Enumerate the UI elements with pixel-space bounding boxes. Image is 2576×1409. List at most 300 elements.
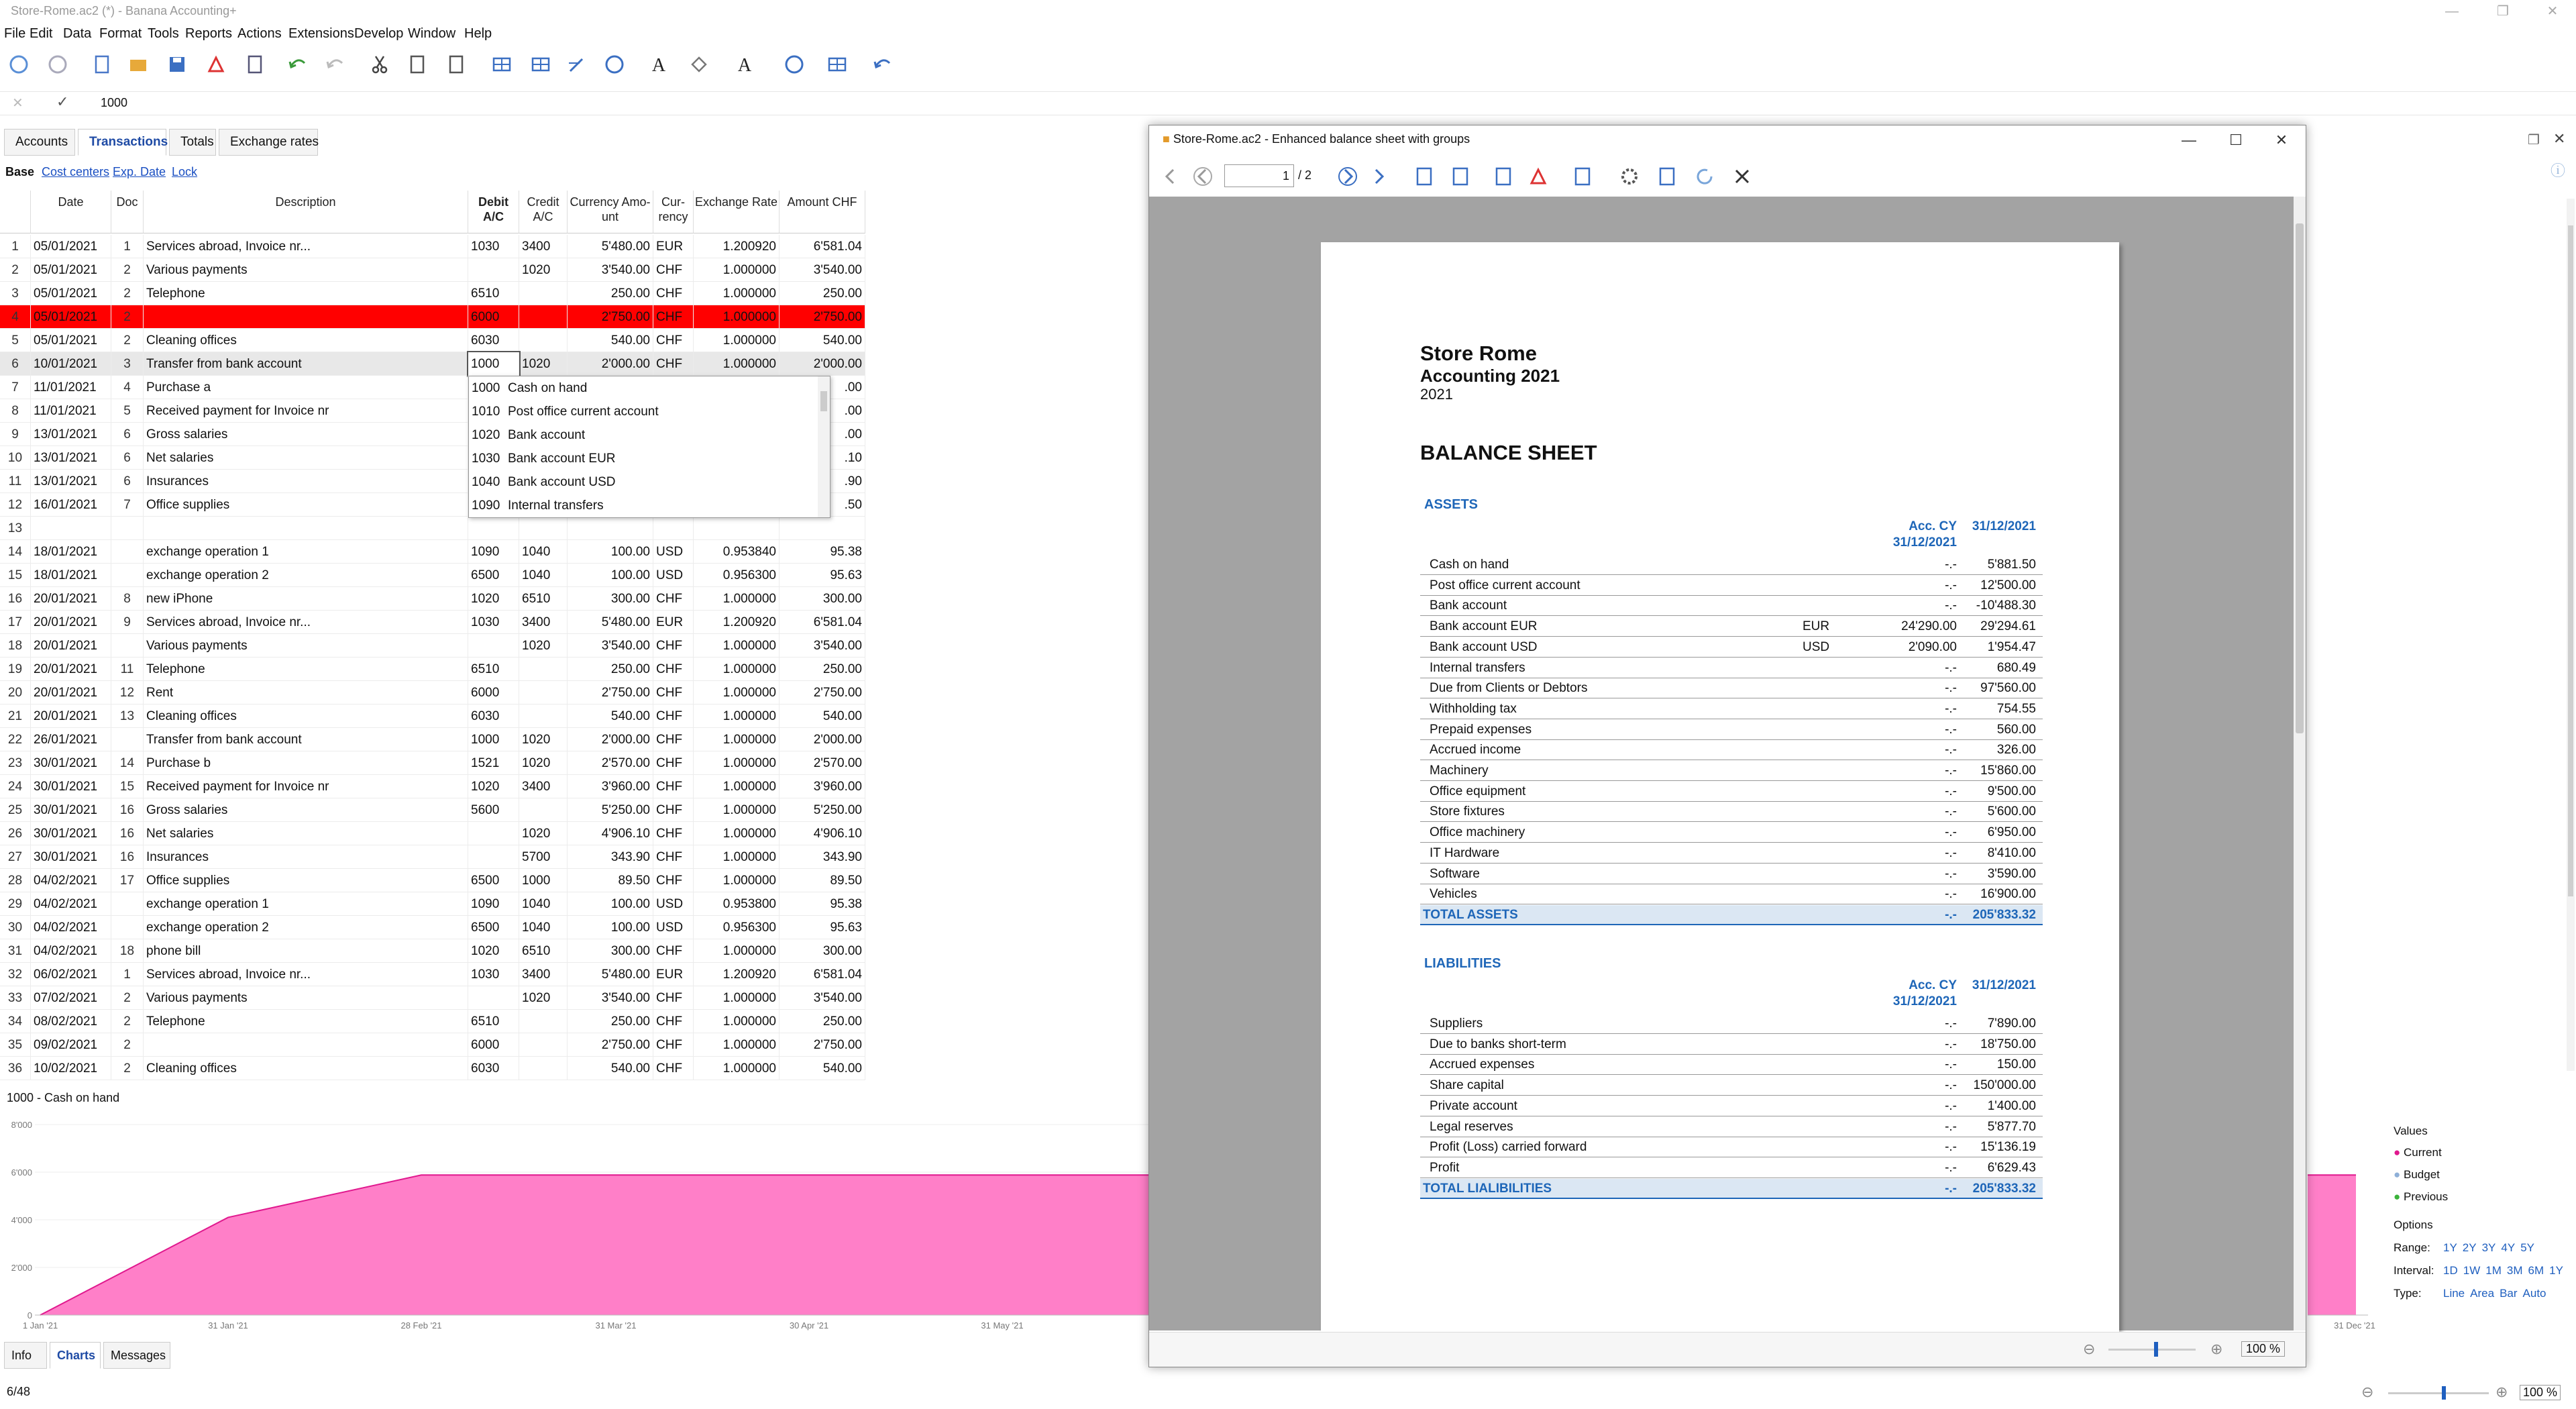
type-option-line[interactable]: Line [2443, 1287, 2465, 1300]
cell-doc[interactable]: 1 [111, 235, 144, 258]
cell-credit[interactable]: 1000 [519, 869, 568, 892]
cell-rate[interactable]: 1.000000 [694, 986, 780, 1010]
cell-credit[interactable]: 6510 [519, 939, 568, 963]
cell-date[interactable]: 04/02/2021 [31, 916, 111, 939]
cell-credit[interactable] [519, 1010, 568, 1033]
cell-cur[interactable]: CHF [653, 775, 694, 798]
cell-doc[interactable] [111, 564, 144, 587]
cell-debit[interactable] [468, 845, 519, 869]
bottom-tab-messages[interactable]: Messages [103, 1342, 170, 1369]
dropdown-item[interactable] [469, 470, 818, 494]
cell-desc[interactable]: Office supplies [144, 493, 468, 517]
interval-option-6m[interactable]: 6M [2528, 1264, 2544, 1277]
preview-zoom-out-icon[interactable]: ⊖ [2083, 1341, 2096, 1357]
fill-color-icon[interactable] [686, 51, 712, 78]
cell-cur[interactable]: CHF [653, 845, 694, 869]
cell-amt[interactable]: 540.00 [568, 329, 653, 352]
cell-edit-input[interactable]: 1000 [101, 96, 128, 109]
zoom-out-icon[interactable]: ⊖ [2361, 1384, 2374, 1400]
cell-chf[interactable]: .50 [780, 493, 865, 517]
header-cur[interactable]: Cur-rency [653, 191, 694, 233]
recalculate-icon[interactable] [601, 51, 628, 78]
cell-rate[interactable]: 1.000000 [694, 798, 780, 822]
cell-rate[interactable]: 0.953800 [694, 892, 780, 916]
table-row[interactable] [0, 329, 865, 352]
cell-debit[interactable]: 6510 [468, 658, 519, 681]
cell-date[interactable]: 26/01/2021 [31, 728, 111, 751]
cell-cur[interactable]: USD [653, 540, 694, 564]
font-icon[interactable] [645, 51, 672, 78]
header-doc[interactable]: Doc [111, 191, 144, 233]
zoom-slider-thumb[interactable] [2442, 1386, 2446, 1400]
dropdown-item[interactable] [469, 447, 818, 470]
cell-credit[interactable] [519, 1057, 568, 1080]
cell-desc[interactable]: exchange operation 2 [144, 916, 468, 939]
cell-desc[interactable]: exchange operation 2 [144, 564, 468, 587]
cell-date[interactable]: 04/02/2021 [31, 892, 111, 916]
cell-credit[interactable] [519, 681, 568, 704]
cell-date[interactable]: 05/01/2021 [31, 235, 111, 258]
cell-doc[interactable]: 5 [111, 399, 144, 423]
cell-rate[interactable]: 1.000000 [694, 728, 780, 751]
cell-credit[interactable]: 1040 [519, 916, 568, 939]
cell-chf[interactable] [780, 517, 865, 540]
first-page-icon[interactable] [1157, 163, 1184, 190]
cell-amt[interactable]: 540.00 [568, 1057, 653, 1080]
cell-date[interactable]: 20/01/2021 [31, 681, 111, 704]
table-row[interactable] [0, 916, 865, 939]
cell-date[interactable]: 11/01/2021 [31, 376, 111, 399]
tab-exchange-rates[interactable]: Exchange rates [219, 129, 318, 156]
legend-item[interactable] [2394, 1146, 2442, 1159]
cell-rate[interactable]: 1.000000 [694, 282, 780, 305]
header-rate[interactable]: Exchange Rate [694, 191, 780, 233]
cell-doc[interactable]: 2 [111, 986, 144, 1010]
preview-zoom-in-icon[interactable]: ⊕ [2210, 1341, 2223, 1357]
cell-cur[interactable]: CHF [653, 352, 694, 376]
menu-reports[interactable]: Reports [185, 26, 233, 41]
last-page-icon[interactable] [1365, 163, 1392, 190]
cell-desc[interactable]: Various payments [144, 986, 468, 1010]
table-row[interactable] [0, 963, 865, 986]
cell-chf[interactable]: 95.63 [780, 916, 865, 939]
next-page-icon[interactable] [1334, 163, 1361, 190]
cell-credit[interactable]: 1020 [519, 728, 568, 751]
cell-debit[interactable]: 1030 [468, 235, 519, 258]
layout-icon[interactable] [824, 51, 851, 78]
cell-credit[interactable] [519, 305, 568, 329]
cell-desc[interactable]: Purchase a [144, 376, 468, 399]
cell-chf[interactable]: 250.00 [780, 658, 865, 681]
cell-chf[interactable]: 4'906.10 [780, 822, 865, 845]
cell-date[interactable]: 04/02/2021 [31, 869, 111, 892]
cell-amt[interactable]: 100.00 [568, 540, 653, 564]
cell-chf[interactable]: 540.00 [780, 329, 865, 352]
cell-doc[interactable] [111, 517, 144, 540]
cell-date[interactable]: 30/01/2021 [31, 798, 111, 822]
copy-icon[interactable] [404, 51, 431, 78]
cell-date[interactable]: 18/01/2021 [31, 540, 111, 564]
pdf-export-icon[interactable] [1525, 163, 1552, 190]
cell-amt[interactable]: 3'960.00 [568, 775, 653, 798]
cell-amt[interactable]: 5'480.00 [568, 963, 653, 986]
cell-credit[interactable]: 3400 [519, 775, 568, 798]
cell-amt[interactable]: 2'000.00 [568, 728, 653, 751]
cell-debit[interactable]: 1020 [468, 587, 519, 611]
cell-chf[interactable]: 2'750.00 [780, 681, 865, 704]
cell-doc[interactable]: 17 [111, 869, 144, 892]
preview-vscroll-thumb[interactable] [2296, 223, 2304, 733]
cell-date[interactable]: 20/01/2021 [31, 658, 111, 681]
range-option-5y[interactable]: 5Y [2520, 1241, 2534, 1254]
cell-credit[interactable]: 3400 [519, 963, 568, 986]
cell-amt[interactable]: 2'750.00 [568, 681, 653, 704]
cell-debit[interactable]: 6030 [468, 1057, 519, 1080]
cancel-edit-icon[interactable]: ✕ [12, 96, 23, 111]
menu-extensions[interactable]: Extensions [288, 26, 354, 41]
cell-chf[interactable]: 300.00 [780, 939, 865, 963]
cell-credit[interactable]: 3400 [519, 235, 568, 258]
cell-cur[interactable]: CHF [653, 869, 694, 892]
cell-cur[interactable]: EUR [653, 235, 694, 258]
cell-date[interactable]: 07/02/2021 [31, 986, 111, 1010]
cell-doc[interactable]: 2 [111, 1010, 144, 1033]
table-row[interactable] [0, 892, 865, 916]
table-row[interactable] [0, 751, 865, 775]
cell-chf[interactable]: 540.00 [780, 704, 865, 728]
cell-rate[interactable]: 1.000000 [694, 704, 780, 728]
cell-chf[interactable]: 3'540.00 [780, 634, 865, 658]
cell-cur[interactable]: CHF [653, 587, 694, 611]
cell-date[interactable]: 10/02/2021 [31, 1057, 111, 1080]
menu-actions[interactable]: Actions [237, 26, 282, 41]
interval-option-1w[interactable]: 1W [2463, 1264, 2481, 1277]
cell-debit[interactable] [468, 258, 519, 282]
cell-chf[interactable]: 300.00 [780, 587, 865, 611]
copy-page-icon[interactable] [1569, 163, 1596, 190]
table-row[interactable] [0, 822, 865, 845]
cell-rate[interactable]: 1.000000 [694, 681, 780, 704]
cell-credit[interactable]: 1020 [519, 822, 568, 845]
cell-rate[interactable]: 1.200920 [694, 235, 780, 258]
cell-doc[interactable]: 2 [111, 305, 144, 329]
fit-width-icon[interactable] [1447, 163, 1474, 190]
cell-chf[interactable]: 6'581.04 [780, 963, 865, 986]
cell-desc[interactable]: Cleaning offices [144, 1057, 468, 1080]
cell-doc[interactable] [111, 916, 144, 939]
header-rownum[interactable] [0, 191, 31, 233]
cell-debit[interactable]: 6510 [468, 282, 519, 305]
menu-format[interactable]: Format [99, 26, 142, 41]
preview-vscrollbar[interactable] [2294, 197, 2306, 1330]
cell-cur[interactable]: CHF [653, 986, 694, 1010]
cell-desc[interactable]: Telephone [144, 658, 468, 681]
cell-desc[interactable] [144, 305, 468, 329]
cell-chf[interactable]: .00 [780, 376, 865, 399]
range-option-2y[interactable]: 2Y [2462, 1241, 2477, 1254]
menu-data[interactable]: Data [63, 26, 92, 41]
pdf-icon[interactable] [203, 51, 229, 78]
cell-amt[interactable]: 3'540.00 [568, 258, 653, 282]
legend-item[interactable] [2394, 1168, 2440, 1182]
cell-cur[interactable]: CHF [653, 939, 694, 963]
table-row[interactable] [0, 634, 865, 658]
cell-cur[interactable]: CHF [653, 798, 694, 822]
paste-icon[interactable] [443, 51, 470, 78]
cell-chf[interactable]: 250.00 [780, 1010, 865, 1033]
dropdown-item[interactable] [469, 423, 818, 447]
view-lock[interactable]: Lock [172, 165, 198, 178]
cell-amt[interactable]: 2'750.00 [568, 305, 653, 329]
menu-tools[interactable]: Tools [148, 26, 179, 41]
cell-amt[interactable]: 250.00 [568, 1010, 653, 1033]
cell-date[interactable]: 13/01/2021 [31, 470, 111, 493]
cell-rate[interactable]: 0.956300 [694, 916, 780, 939]
table-row[interactable] [0, 1010, 865, 1033]
main-vscrollbar[interactable] [2567, 199, 2575, 1071]
cell-cur[interactable]: CHF [653, 681, 694, 704]
cell-doc[interactable] [111, 728, 144, 751]
cell-desc[interactable]: Gross salaries [144, 423, 468, 446]
cell-doc[interactable]: 11 [111, 658, 144, 681]
cell-rate[interactable]: 1.000000 [694, 352, 780, 376]
table-row[interactable] [0, 845, 865, 869]
cell-debit[interactable]: 1000 [468, 352, 519, 376]
cell-debit[interactable]: 6000 [468, 305, 519, 329]
preview-close-icon[interactable]: ✕ [2275, 132, 2288, 148]
table-row[interactable] [0, 704, 865, 728]
type-option-bar[interactable]: Bar [2500, 1287, 2518, 1300]
cell-cur[interactable]: CHF [653, 658, 694, 681]
text-color-icon[interactable] [731, 51, 758, 78]
cell-cur[interactable]: EUR [653, 963, 694, 986]
cell-debit[interactable]: 1000 [468, 728, 519, 751]
cell-doc[interactable]: 2 [111, 258, 144, 282]
cell-credit[interactable]: 6510 [519, 587, 568, 611]
cell-cur[interactable]: CHF [653, 1010, 694, 1033]
cell-desc[interactable]: Office supplies [144, 869, 468, 892]
cell-desc[interactable]: Services abroad, Invoice nr... [144, 235, 468, 258]
cell-amt[interactable]: 250.00 [568, 658, 653, 681]
menu-file[interactable]: File [4, 26, 26, 41]
cell-desc[interactable]: Telephone [144, 282, 468, 305]
cell-chf[interactable]: .00 [780, 399, 865, 423]
interval-option-1m[interactable]: 1M [2485, 1264, 2502, 1277]
cell-chf[interactable]: 89.50 [780, 869, 865, 892]
cell-desc[interactable]: exchange operation 1 [144, 892, 468, 916]
dropdown-item[interactable] [469, 494, 818, 517]
cell-desc[interactable]: phone bill [144, 939, 468, 963]
cell-credit[interactable] [519, 1033, 568, 1057]
cell-rate[interactable]: 0.956300 [694, 564, 780, 587]
cell-doc[interactable]: 6 [111, 470, 144, 493]
cell-desc[interactable]: Net salaries [144, 446, 468, 470]
cell-credit[interactable]: 1040 [519, 564, 568, 587]
table-row[interactable] [0, 258, 865, 282]
table-row[interactable] [0, 1057, 865, 1080]
cell-debit[interactable]: 6500 [468, 869, 519, 892]
cell-chf[interactable]: 3'540.00 [780, 258, 865, 282]
bottom-tab-charts[interactable]: Charts [50, 1342, 101, 1369]
view-cost-centers[interactable]: Cost centers [42, 165, 110, 178]
table-row[interactable] [0, 352, 865, 376]
cell-desc[interactable]: Received payment for Invoice nr [144, 775, 468, 798]
cell-desc[interactable]: Insurances [144, 470, 468, 493]
cell-desc[interactable]: Rent [144, 681, 468, 704]
cell-debit[interactable] [468, 634, 519, 658]
cell-desc[interactable]: new iPhone [144, 587, 468, 611]
cell-doc[interactable]: 18 [111, 939, 144, 963]
interval-option-3m[interactable]: 3M [2506, 1264, 2523, 1277]
menu-window[interactable]: Window [408, 26, 456, 41]
cell-chf[interactable]: .10 [780, 446, 865, 470]
cell-desc[interactable]: Telephone [144, 1010, 468, 1033]
cell-amt[interactable]: 100.00 [568, 916, 653, 939]
cell-doc[interactable]: 13 [111, 704, 144, 728]
cell-credit[interactable] [519, 282, 568, 305]
cell-rate[interactable]: 1.200920 [694, 611, 780, 634]
cell-rate[interactable]: 1.000000 [694, 258, 780, 282]
dropdown-item[interactable] [469, 400, 818, 423]
cell-date[interactable]: 05/01/2021 [31, 258, 111, 282]
cell-debit[interactable]: 1020 [468, 775, 519, 798]
cell-debit[interactable]: 1090 [468, 892, 519, 916]
cell-desc[interactable]: Various payments [144, 258, 468, 282]
table-row[interactable] [0, 798, 865, 822]
close-preview-icon[interactable] [1729, 163, 1756, 190]
cell-cur[interactable]: CHF [653, 282, 694, 305]
fit-page-icon[interactable] [1411, 163, 1438, 190]
table-row[interactable] [0, 869, 865, 892]
cell-date[interactable]: 04/02/2021 [31, 939, 111, 963]
cell-rate[interactable]: 1.200920 [694, 963, 780, 986]
cell-debit[interactable] [468, 822, 519, 845]
cell-rate[interactable]: 1.000000 [694, 1033, 780, 1057]
cell-date[interactable]: 11/01/2021 [31, 399, 111, 423]
cell-amt[interactable]: 250.00 [568, 282, 653, 305]
cell-doc[interactable]: 14 [111, 751, 144, 775]
cell-amt[interactable]: 300.00 [568, 587, 653, 611]
preview-minimize-icon[interactable]: — [2182, 132, 2196, 148]
cell-amt[interactable]: 343.90 [568, 845, 653, 869]
find-icon[interactable] [781, 51, 808, 78]
tab-totals[interactable]: Totals [169, 129, 216, 156]
cell-debit[interactable]: 1020 [468, 939, 519, 963]
cell-doc[interactable]: 1 [111, 963, 144, 986]
cell-amt[interactable]: 3'540.00 [568, 986, 653, 1010]
cell-rate[interactable]: 1.000000 [694, 869, 780, 892]
cell-amt[interactable]: 5'480.00 [568, 611, 653, 634]
menu-edit[interactable]: Edit [30, 26, 53, 41]
cell-doc[interactable]: 16 [111, 845, 144, 869]
cell-doc[interactable]: 16 [111, 822, 144, 845]
legend-item[interactable] [2394, 1190, 2448, 1204]
header-desc[interactable]: Description [144, 191, 468, 233]
cell-amt[interactable]: 4'906.10 [568, 822, 653, 845]
cell-amt[interactable] [568, 517, 653, 540]
cell-amt[interactable]: 89.50 [568, 869, 653, 892]
cell-doc[interactable]: 12 [111, 681, 144, 704]
cell-debit[interactable]: 5600 [468, 798, 519, 822]
interval-option-1y[interactable]: 1Y [2549, 1264, 2563, 1277]
table-row[interactable] [0, 564, 865, 587]
prev-page-icon[interactable] [1189, 163, 1216, 190]
cell-cur[interactable]: USD [653, 916, 694, 939]
cell-debit[interactable]: 6000 [468, 1033, 519, 1057]
cell-credit[interactable] [519, 517, 568, 540]
cell-date[interactable]: 20/01/2021 [31, 704, 111, 728]
table-row[interactable] [0, 728, 865, 751]
cell-date[interactable]: 30/01/2021 [31, 822, 111, 845]
cell-desc[interactable]: Services abroad, Invoice nr... [144, 611, 468, 634]
redo-icon[interactable] [322, 51, 349, 78]
cell-debit[interactable]: 6500 [468, 916, 519, 939]
cell-doc[interactable]: 6 [111, 423, 144, 446]
cell-debit[interactable]: 1030 [468, 611, 519, 634]
table-row[interactable] [0, 658, 865, 681]
cell-credit[interactable] [519, 704, 568, 728]
cell-date[interactable]: 20/01/2021 [31, 634, 111, 658]
cell-doc[interactable]: 7 [111, 493, 144, 517]
cell-doc[interactable]: 16 [111, 798, 144, 822]
cell-doc[interactable]: 6 [111, 446, 144, 470]
cell-amt[interactable]: 300.00 [568, 939, 653, 963]
menu-help[interactable]: Help [464, 26, 492, 41]
cell-desc[interactable] [144, 517, 468, 540]
cell-doc[interactable] [111, 634, 144, 658]
cell-cur[interactable]: USD [653, 892, 694, 916]
cell-credit[interactable]: 1020 [519, 352, 568, 376]
cell-rate[interactable]: 1.000000 [694, 822, 780, 845]
cell-date[interactable] [31, 517, 111, 540]
cell-chf[interactable]: .00 [780, 423, 865, 446]
cell-doc[interactable] [111, 892, 144, 916]
cell-amt[interactable]: 2'000.00 [568, 352, 653, 376]
refresh-icon[interactable] [1691, 163, 1718, 190]
settings-icon[interactable] [1616, 163, 1643, 190]
zoom-slider[interactable] [2388, 1392, 2489, 1394]
cell-desc[interactable]: Transfer from bank account [144, 728, 468, 751]
cell-desc[interactable]: Cleaning offices [144, 329, 468, 352]
cell-chf[interactable]: 2'750.00 [780, 305, 865, 329]
cell-chf[interactable]: 2'000.00 [780, 728, 865, 751]
cell-doc[interactable]: 8 [111, 587, 144, 611]
cell-cur[interactable]: CHF [653, 1057, 694, 1080]
cell-chf[interactable]: 343.90 [780, 845, 865, 869]
cell-rate[interactable]: 1.000000 [694, 775, 780, 798]
view-exp-date[interactable]: Exp. Date [113, 165, 166, 178]
cell-desc[interactable]: Received payment for Invoice nr [144, 399, 468, 423]
range-option-1y[interactable]: 1Y [2443, 1241, 2457, 1254]
cell-chf[interactable]: 6'581.04 [780, 611, 865, 634]
new-file-icon[interactable] [89, 51, 115, 78]
cell-desc[interactable]: Cleaning offices [144, 704, 468, 728]
cell-debit[interactable]: 6500 [468, 564, 519, 587]
cell-rate[interactable]: 1.000000 [694, 845, 780, 869]
cell-desc[interactable]: Services abroad, Invoice nr... [144, 963, 468, 986]
cell-date[interactable]: 30/01/2021 [31, 751, 111, 775]
cell-credit[interactable] [519, 329, 568, 352]
cell-rate[interactable]: 1.000000 [694, 305, 780, 329]
save-icon[interactable] [164, 51, 191, 78]
cell-amt[interactable]: 5'480.00 [568, 235, 653, 258]
cell-cur[interactable]: CHF [653, 822, 694, 845]
cell-date[interactable]: 18/01/2021 [31, 564, 111, 587]
cell-desc[interactable]: Net salaries [144, 822, 468, 845]
header-amt[interactable]: Currency Amo-unt [568, 191, 653, 233]
page-setup-icon[interactable] [1654, 163, 1680, 190]
cut-icon[interactable] [366, 51, 393, 78]
